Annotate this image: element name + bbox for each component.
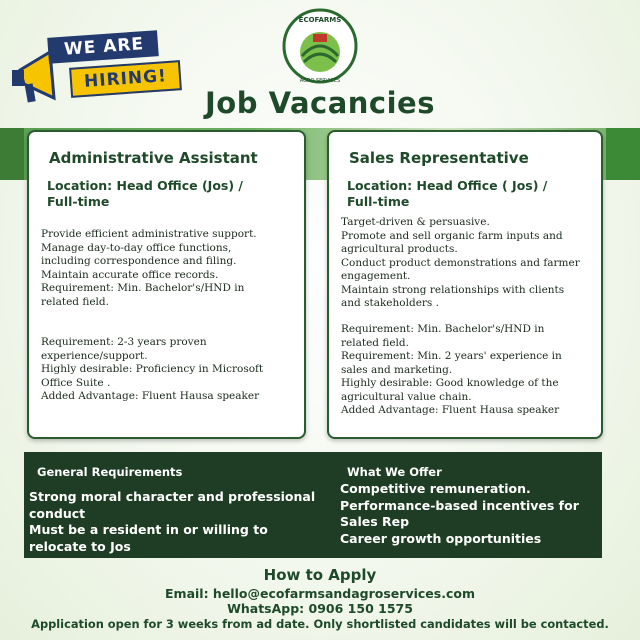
requirements-panel [24, 452, 602, 558]
duty-item: Maintain accurate office records. [41, 268, 219, 281]
requirement-item: Requirement: 2-3 years proven experience/support. [41, 336, 207, 362]
job-title: Sales Representative [349, 149, 529, 167]
decorative-band-left [0, 128, 24, 180]
requirement-item: Added Advantage: Fluent Hausa speaker [341, 404, 560, 416]
company-logo [280, 6, 360, 86]
job-title: Administrative Assistant [49, 149, 258, 167]
requirement-item: Requirement: Min. Bachelor's/HND in related field. [341, 323, 545, 349]
page-title: Job Vacancies [205, 86, 435, 120]
job-card-admin [27, 130, 306, 439]
requirement-item: Highly desirable: Proficiency in Microsoft Office Suite . [41, 363, 264, 389]
job-card-sales [327, 130, 603, 439]
general-requirement-item: Must be a resident in or willing to relocate to Jos [29, 522, 268, 554]
duty-item: Requirement: Min. Bachelor's/HND in related field. [41, 282, 245, 308]
job-requirements [41, 336, 281, 404]
requirement-item: Added Advantage: Fluent Hausa speaker [41, 390, 260, 402]
general-requirement-item: Strong moral character and professional conduct [29, 489, 316, 521]
what-we-offer-heading: What We Offer [347, 465, 442, 479]
duty-item: Manage day-to-day office functions, including correspondence and filing. [41, 241, 237, 267]
duty-item: Conduct product demonstrations and farmer engagement. [341, 256, 580, 282]
general-requirements-list [29, 489, 329, 555]
job-location: Location: Head Office (Jos) / Full-time [47, 178, 243, 209]
decorative-band-right [606, 128, 640, 180]
offer-list [340, 481, 598, 547]
apply-whatsapp[interactable]: WhatsApp: 0906 150 1575 [227, 601, 413, 616]
we-are-label: WE ARE [47, 30, 159, 64]
job-location: Location: Head Office ( Jos) / Full-time [347, 178, 548, 209]
offer-item: Career growth opportunities [340, 530, 542, 546]
duty-item: Maintain strong relationships with clients and stakeholders . [341, 283, 565, 309]
application-note: Application open for 3 weeks from ad date. Only shortlisted candidates will be contacted. [31, 617, 609, 631]
svg-text:ECOFARMS: ECOFARMS [298, 16, 342, 24]
requirement-item: Requirement: Min. 2 years' experience in sales and marketing. [341, 350, 562, 376]
hiring-label: HIRING! [69, 60, 182, 98]
duty-item: Promote and sell organic farm inputs and agricultural products. [341, 229, 563, 255]
apply-email[interactable]: Email: hello@ecofarmsandagroservices.com [165, 586, 475, 601]
job-requirements [341, 323, 581, 418]
offer-item: Performance-based incentives for Sales Rep [340, 497, 579, 529]
svg-text:AGRO SERVICES: AGRO SERVICES [299, 78, 341, 84]
duty-item: Provide efficient administrative support. [41, 228, 257, 240]
offer-item: Competitive remuneration. [340, 481, 531, 496]
requirement-item: Highly desirable: Good knowledge of the agricultural value chain. [341, 377, 559, 403]
how-to-apply-heading: How to Apply [263, 566, 377, 584]
job-duties [341, 216, 581, 311]
job-duties [41, 228, 281, 309]
general-requirements-heading: General Requirements [37, 465, 183, 479]
duty-item: Target-driven & persuasive. [341, 216, 490, 228]
